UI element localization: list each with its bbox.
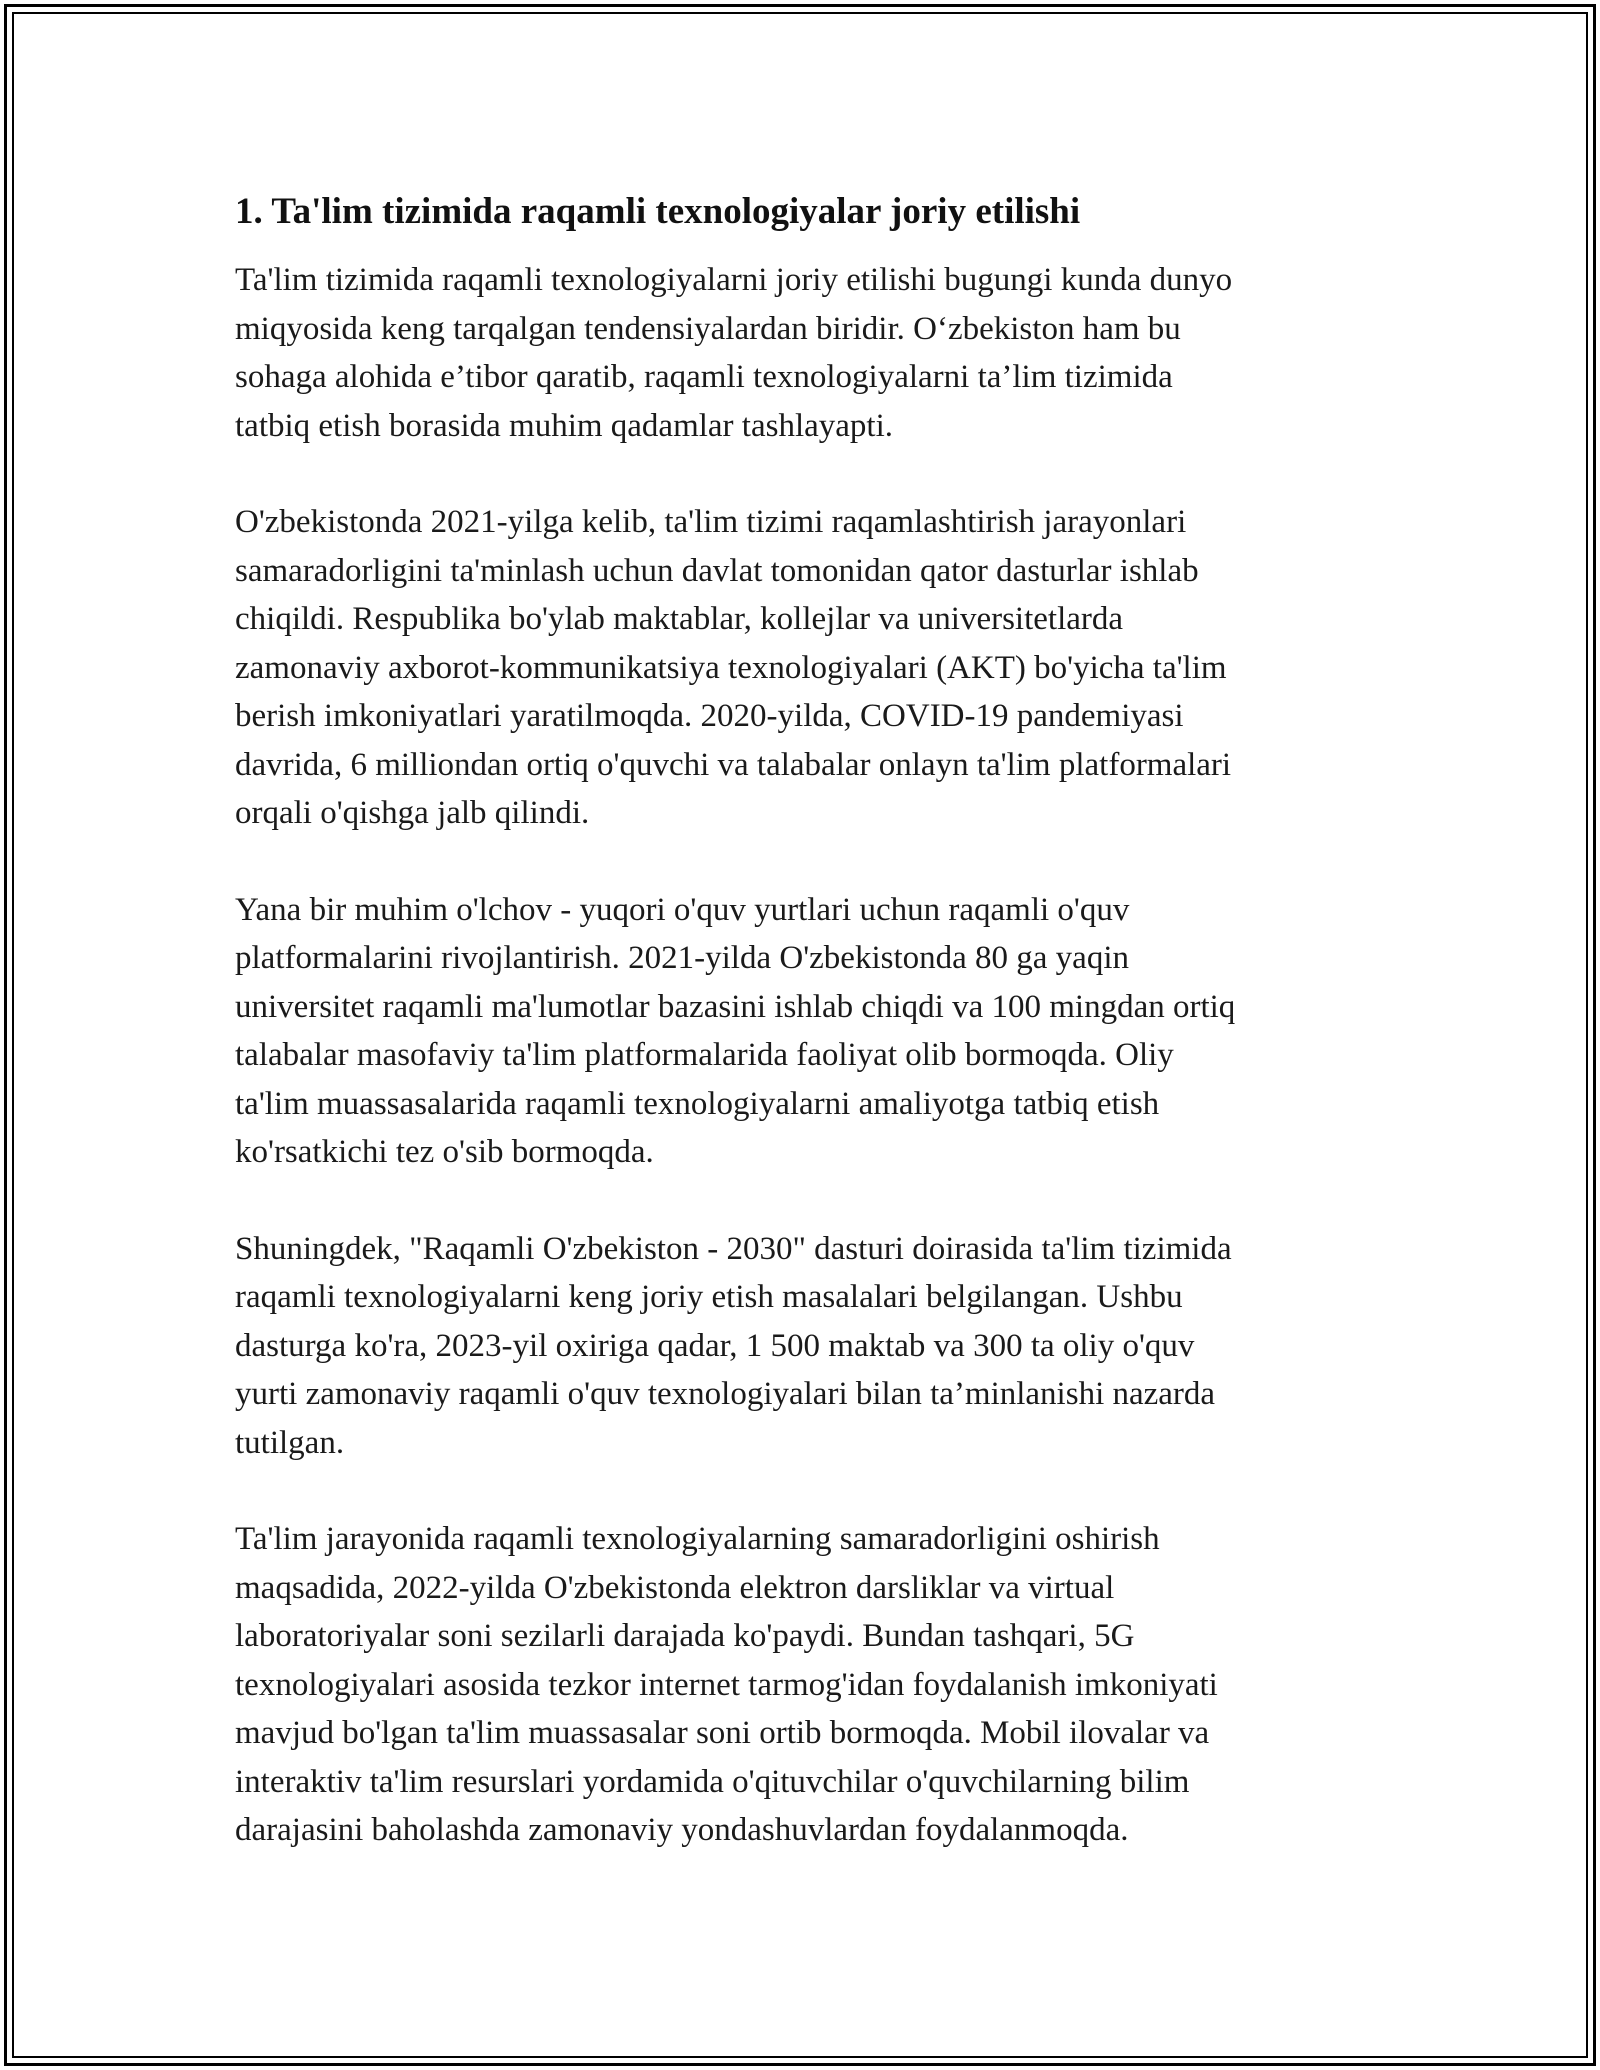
text-line: berish imkoniyatlari yaratilmoqda. 2020-yilda, COVID-19 pandemiyasi	[235, 698, 1184, 734]
section-heading: 1. Ta'lim tizimida raqamli texnologiyalar joriy etilishi	[235, 191, 1081, 232]
document-body	[235, 188, 1365, 1903]
text-line: interaktiv ta'lim resurslari yordamida o'qituvchilar o'quvchilarning bilim	[235, 1763, 1190, 1800]
text-line: dasturga ko'ra, 2023-yil oxiriga qadar, 1 500 maktab va 300 ta oliy o'quv	[235, 1327, 1195, 1364]
text-line: Yana bir muhim o'lchov - yuqori o'quv yurtlari uchun raqamli o'quv	[235, 891, 1130, 928]
text-line: tatbiq etish borasida muhim qadamlar tashlayapti.	[235, 407, 894, 444]
text-line: sohaga alohida e’tibor qaratib, raqamli texnologiyalarni ta’lim tizimida	[235, 359, 1173, 395]
text-line: talabalar masofaviy ta'lim platformalarida faoliyat olib bormoqda. Oliy	[235, 1037, 1174, 1073]
text-line: mavjud bo'lgan ta'lim muassasalar soni ortib bormoqda. Mobil ilovalar va	[235, 1715, 1210, 1751]
text-line: raqamli texnologiyalarni keng joriy etish masalalari belgilangan. Ushbu	[235, 1279, 1183, 1315]
text-line: Ta'lim jarayonida raqamli texnologiyalarning samaradorligini oshirish	[235, 1521, 1160, 1557]
text-line: ta'lim muassasalarida raqamli texnologiyalarni amaliyotga tatbiq etish	[235, 1085, 1160, 1122]
text-line: orqali o'qishga jalb qilindi.	[235, 795, 590, 831]
text-line: tutilgan.	[235, 1424, 345, 1461]
text-line: Ta'lim tizimida raqamli texnologiyalarni joriy etilishi bugungi kunda dunyo	[235, 262, 1233, 298]
paragraph-1	[235, 256, 1365, 450]
paragraph-2	[235, 498, 1365, 838]
text-line: Shuningdek, "Raqamli O'zbekiston - 2030" dasturi doirasida ta'lim tizimida	[235, 1230, 1232, 1267]
text-line: texnologiyalari asosida tezkor internet tarmog'idan foydalanish imkoniyati	[235, 1666, 1218, 1703]
text-line: zamonaviy axborot-kommunikatsiya texnologiyalari (AKT) bo'yicha ta'lim	[235, 649, 1227, 686]
paragraph-5	[235, 1515, 1365, 1855]
paragraph-3	[235, 886, 1365, 1177]
text-line: samaradorligini ta'minlash uchun davlat tomonidan qator dasturlar ishlab	[235, 552, 1199, 589]
text-line: universitet raqamli ma'lumotlar bazasini ishlab chiqdi va 100 mingdan ortiq	[235, 988, 1236, 1025]
text-line: yurti zamonaviy raqamli o'quv texnologiyalari bilan ta’minlanishi nazarda	[235, 1376, 1216, 1412]
text-line: maqsadida, 2022-yilda O'zbekistonda elektron darsliklar va virtual	[235, 1569, 1115, 1606]
text-line: darajasini baholashda zamonaviy yondashuvlardan foydalanmoqda.	[235, 1812, 1129, 1848]
text-line: ko'rsatkichi tez o'sib bormoqda.	[235, 1134, 654, 1170]
text-line: davrida, 6 milliondan ortiq o'quvchi va talabalar onlayn ta'lim platformalari	[235, 746, 1232, 783]
text-line: laboratoriyalar soni sezilarli darajada ko'paydi. Bundan tashqari, 5G	[235, 1618, 1135, 1654]
paragraph-4	[235, 1225, 1365, 1468]
text-line: O'zbekistonda 2021-yilga kelib, ta'lim tizimi raqamlashtirish jarayonlari	[235, 504, 1187, 540]
text-line: platformalarini rivojlantirish. 2021-yilda O'zbekistonda 80 ga yaqin	[235, 940, 1129, 976]
text-line: miqyosida keng tarqalgan tendensiyalardan biridir. O‘zbekiston ham bu	[235, 310, 1181, 347]
text-line: chiqildi. Respublika bo'ylab maktablar, kollejlar va universitetlarda	[235, 601, 1124, 637]
